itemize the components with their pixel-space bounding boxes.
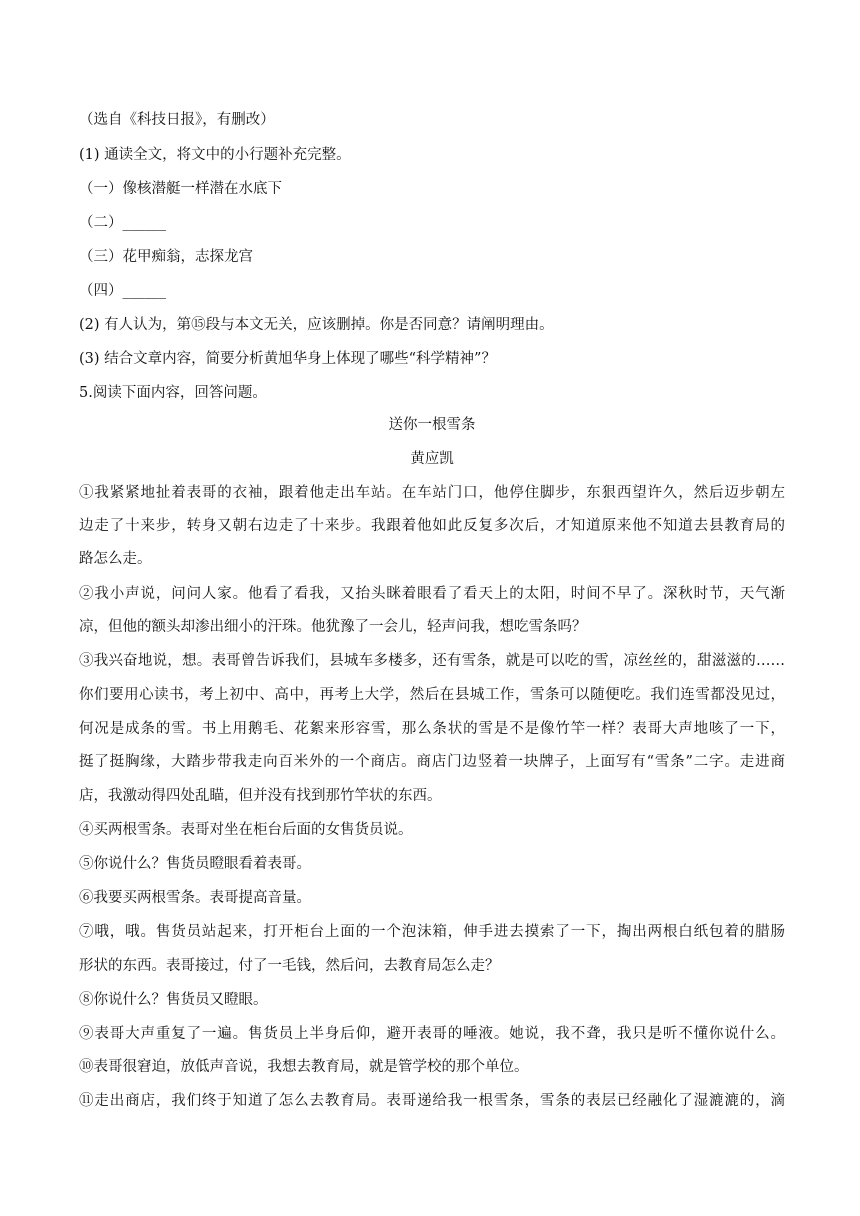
story-line: ①我紧紧地扯着表哥的衣袖，跟着他走出车站。在车站门口，他停住脚步，东狠西望许久，然后迈步朝左	[79, 485, 785, 501]
story-line: ④买两根雪条。表哥对坐在柜台后面的女售货员说。	[79, 822, 413, 838]
story-line: 形状的东西。表哥接过，付了一毛钱，然后问，去教育局怎么走？	[79, 958, 500, 974]
question-1-item-2: （二）______	[79, 215, 166, 231]
story-line: ⑤你说什么？售货员瞪眼看着表哥。	[79, 856, 311, 872]
story-line: ⑨表哥大声重复了一遍。售货员上半身后仰，避开表哥的唾液。她说，我不聋，我只是听不懂你说什么。	[79, 1026, 785, 1042]
story-line: ⑧你说什么？售货员又瞪眼。	[79, 992, 268, 1008]
story-line: 凉，但他的额头却渗出细小的汗珠。他犹豫了一会儿，轻声问我，想吃雪条吗？	[79, 619, 587, 635]
story-line: 店，我激动得四处乱瞄，但并没有找到那竹竿状的东西。	[79, 788, 442, 804]
story-line: ⑦哦，哦。售货员站起来，打开柜台上面的一个泡沫箱，伸手进去摸索了一下，掏出两根白纸包着的腊肠	[79, 924, 785, 940]
story-title: 送你一根雪条	[388, 417, 476, 433]
question-1-item-3: （三）花甲痴翁，志探龙宫	[79, 249, 253, 265]
story-line: 何况是成条的雪。书上用鹅毛、花絮来形容雪，那么条状的雪是不是像竹竿一样？表哥大声地咳了一下，	[79, 721, 785, 737]
source-note: （选自《科技日报》，有删改）	[79, 112, 275, 128]
story-line: ⑩表哥很窘迫，放低声音说，我想去教育局，就是管学校的那个单位。	[79, 1059, 529, 1075]
question-1-item-1: （一）像核潜艇一样潜在水底下	[79, 181, 282, 197]
question-1-prompt: (1) 通读全文，将文中的小行题补充完整。	[79, 147, 351, 163]
story-author: 黄应凯	[410, 451, 454, 467]
story-line: ③我兴奋地说，想。表哥曾告诉我们，县城车多楼多，还有雪条，就是可以吃的雪，凉丝丝的，甜滋滋的……	[79, 653, 785, 669]
story-line: 挺了挺胸缘，大踏步带我走向百米外的一个商店。商店门边竖着一块牌子，上面写有“雪条”二字。走进商	[79, 754, 785, 770]
story-line: 路怎么走。	[79, 551, 152, 567]
story-line: ⑥我要买两根雪条。表哥提高音量。	[79, 890, 311, 906]
question-2: (2) 有人认为，第⑮段与本文无关，应该删掉。你是否同意？请阐明理由。	[79, 317, 554, 333]
story-line: 边走了十来步，转身又朝右边走了十来步。我跟着他如此反复多次后，才知道原来他不知道去县教育局的	[79, 518, 785, 534]
story-line: ②我小声说，问问人家。他看了看我，又抬头眯着眼看了看天上的太阳，时间不早了。深秋时节，天气渐	[79, 586, 785, 602]
question-5-intro: 5.阅读下面内容，回答问题。	[79, 385, 267, 401]
story-line: 你们要用心读书，考上初中、高中，再考上大学，然后在县城工作，雪条可以随便吃。我们连雪都没见过，	[79, 687, 785, 703]
story-line: ⑪走出商店，我们终于知道了怎么去教育局。表哥递给我一根雪条，雪条的表层已经融化了湿漉漉的，滴	[79, 1093, 785, 1109]
question-3: (3) 结合文章内容，简要分析黄旭华身上体现了哪些“科学精神”？	[79, 351, 496, 367]
question-1-item-4: （四）______	[79, 283, 166, 299]
